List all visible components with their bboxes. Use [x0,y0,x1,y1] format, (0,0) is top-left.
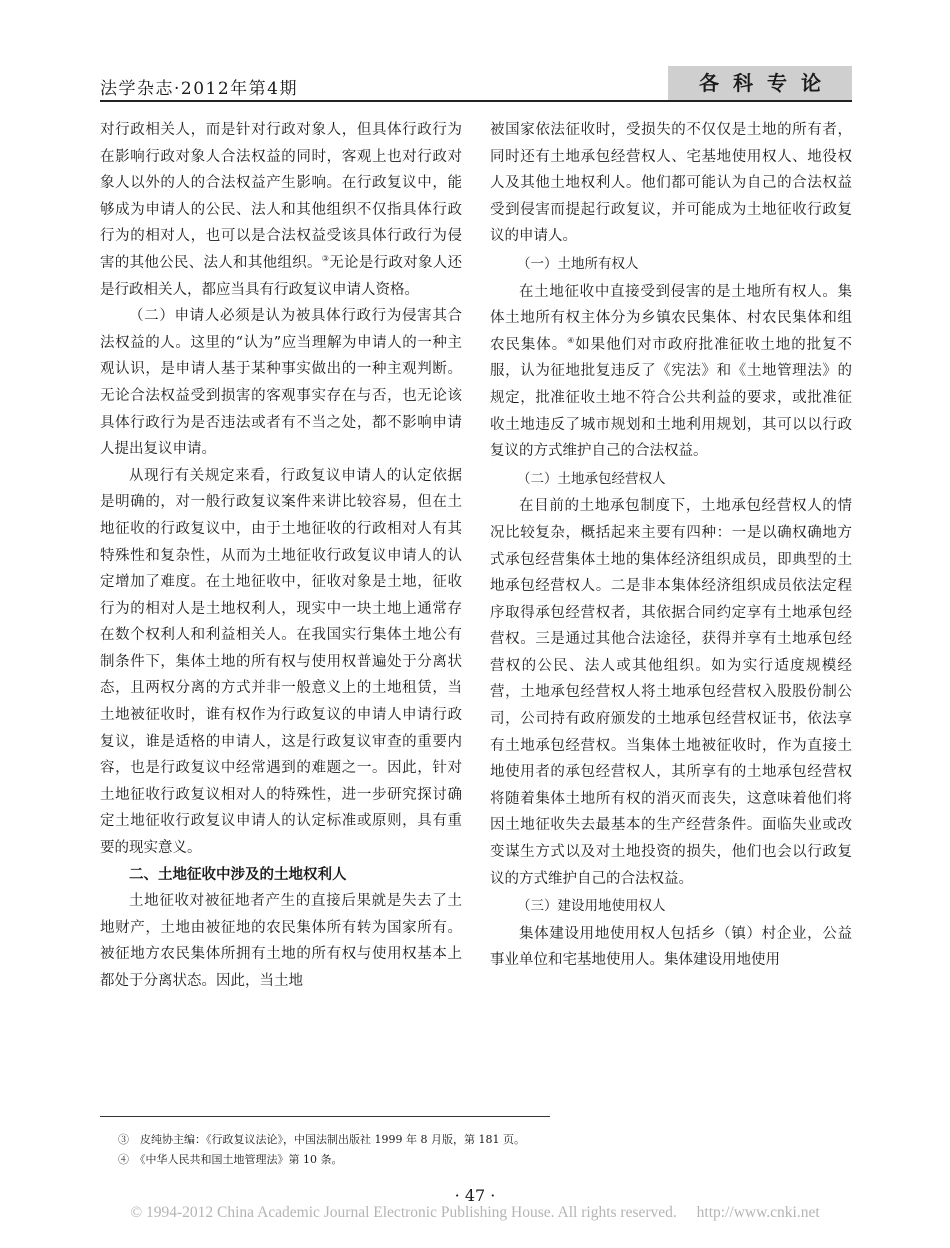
copyright-footer [0,1204,950,1222]
running-header [100,66,852,100]
paragraph: 从现行有关规定来看，行政复议申请人的认定依据是明确的，对一般行政复议案件来讲比较容易，但在土地征收的行政复议中，由于土地征收的行政相对人有其特殊性和复杂性，从而为土地征收行政复议申请人的认定增加了难度。在土地征收中，征收对象是土地，征收行为的相对人是土地权利人，现实中一块土地上通常存在数个权利人和利益相关人。在我国实行集体土地公有制条件下，集体土地的所有权与使用权普遍处于分离状态，且两权分离的方式并非一般意义上的土地租赁，当土地被征收时，谁有权作为行政复议的申请人申请行政复议，谁是适格的申请人，这是行政复议审查的重要内容，也是行政复议中经常遇到的难题之一。因此，针对土地征收行政复议相对人的特殊性，进一步研究探讨确定土地征收行政复议申请人的认定标准或原则，具有重要的现实意义。 [100,467,462,857]
copyright-text: © 1994-2012 China Academic Journal Electronic Publishing House. All rights reserved. [130,1204,677,1221]
header-rule [100,100,852,102]
subsection-heading: （二）土地承包经营权人 [517,470,666,487]
section-heading: 二、土地征收中涉及的土地权利人 [129,866,347,883]
paragraph: 在目前的土地承包制度下，土地承包经营权人的情况比较复杂，概括起来主要有四种：一是以确权确地方式承包经营集体土地的集体经济组织成员，即典型的土地承包经营权人。二是非本集体经济组织成员依法定程序取得承包经营权者，其依据合同约定享有土地承包经营权。三是通过其他合法途径，获得并享有土地承包经营权的公民、法人或其他组织。如为实行适度规模经营，土地承包经营权人将土地承包经营权入股股份制公司，公司持有政府颁发的土地承包经营权证书，依法享有土地承包经营权。当集体土地被征收时，作为直接土地使用者的承包经营权人，其所享有的土地承包经营权将随着集体土地所有权的消灭而丧失，这意味着他们将因土地征收失去最基本的生产经营条件。面临失业或改变谋生方式以及对土地投资的损失，他们也会以行政复议的方式维护自己的合法权益。 [490,498,852,887]
paragraph: 土地征收对被征地者产生的直接后果就是失去了土地财产，土地由被征地的农民集体所有转为国家所有。被征地方农民集体所拥有土地的所有权与使用权基本上都处于分离状态。因此，当土地 [100,893,462,989]
cnki-link[interactable]: http://www.cnki.net [696,1204,820,1221]
paragraph: 对行政相关人，而是针对行政对象人，但具体行政行为在影响行政对象人合法权益的同时，客观上也对行政对象人以外的人的合法权益产生影响。在行政复议中，能够成为申请人的公民、法人和其他组织不仅指具体行政行为的相对人，也可以是合法权益受该具体行政行为侵害的其他公民、法人和其他组织。③无论是行政对象人还是行政相关人，都应当具有行政复议申请人资格。 [100,122,463,298]
subsection-heading: （一）土地所有权人 [517,255,639,272]
footnote: ④ 《中华人民共和国土地管理法》第 10 条。 [118,1153,343,1166]
right-column [490,117,852,974]
left-column [100,117,462,995]
section-label: 各科专论 [668,66,852,100]
footnote-ref: ③ [321,254,330,264]
footnotes [118,1130,525,1170]
paragraph-requirement-two: （二）申请人必须是认为被具体行政行为侵害其合法权益的人。这里的“认为”应当理解为申请人的一种主观认识，是申请人基于某种事实做出的一种主观判断。无论合法权益受到损害的客观事实存在与否，也无论该具体行政行为是否违法或者有不当之处，都不影响申请人提出复议申请。 [100,308,462,458]
footnote-ref: ④ [567,335,576,345]
page-number: · 47 · [454,1186,496,1205]
footnote-rule [100,1116,550,1117]
paragraph: 被国家依法征收时，受损失的不仅仅是土地的所有者，同时还有土地承包经营权人、宅基地使用权人、地役权人及其他土地权利人。他们都可能认为自己的合法权益受到侵害而提起行政复议，并可能成为土地征收行政复议的申请人。 [490,122,852,245]
subsection-heading: （三）建设用地使用权人 [517,898,666,915]
paragraph: 在土地征收中直接受到侵害的是土地所有权人。集体土地所有权主体分为乡镇农民集体、村农民集体和组农民集体。④如果他们对市政府批准征收土地的批复不服，认为征地批复违反了《宪法》和《土地管理法》的规定，批准征收土地不符合公共利益的要求，或批准征收土地违反了城市规划和土地利用规划，其可以以行政复议的方式维护自己的合法权益。 [490,283,853,460]
footnote: ③ 皮纯协主编：《行政复议法论》，中国法制出版社 1999 年 8 月版，第 181 页。 [118,1133,525,1146]
journal-title: 法学杂志·2012年第4期 [100,79,298,99]
paragraph: 集体建设用地使用权人包括乡（镇）村企业，公益事业单位和宅基地使用人。集体建设用地使用 [490,925,852,969]
